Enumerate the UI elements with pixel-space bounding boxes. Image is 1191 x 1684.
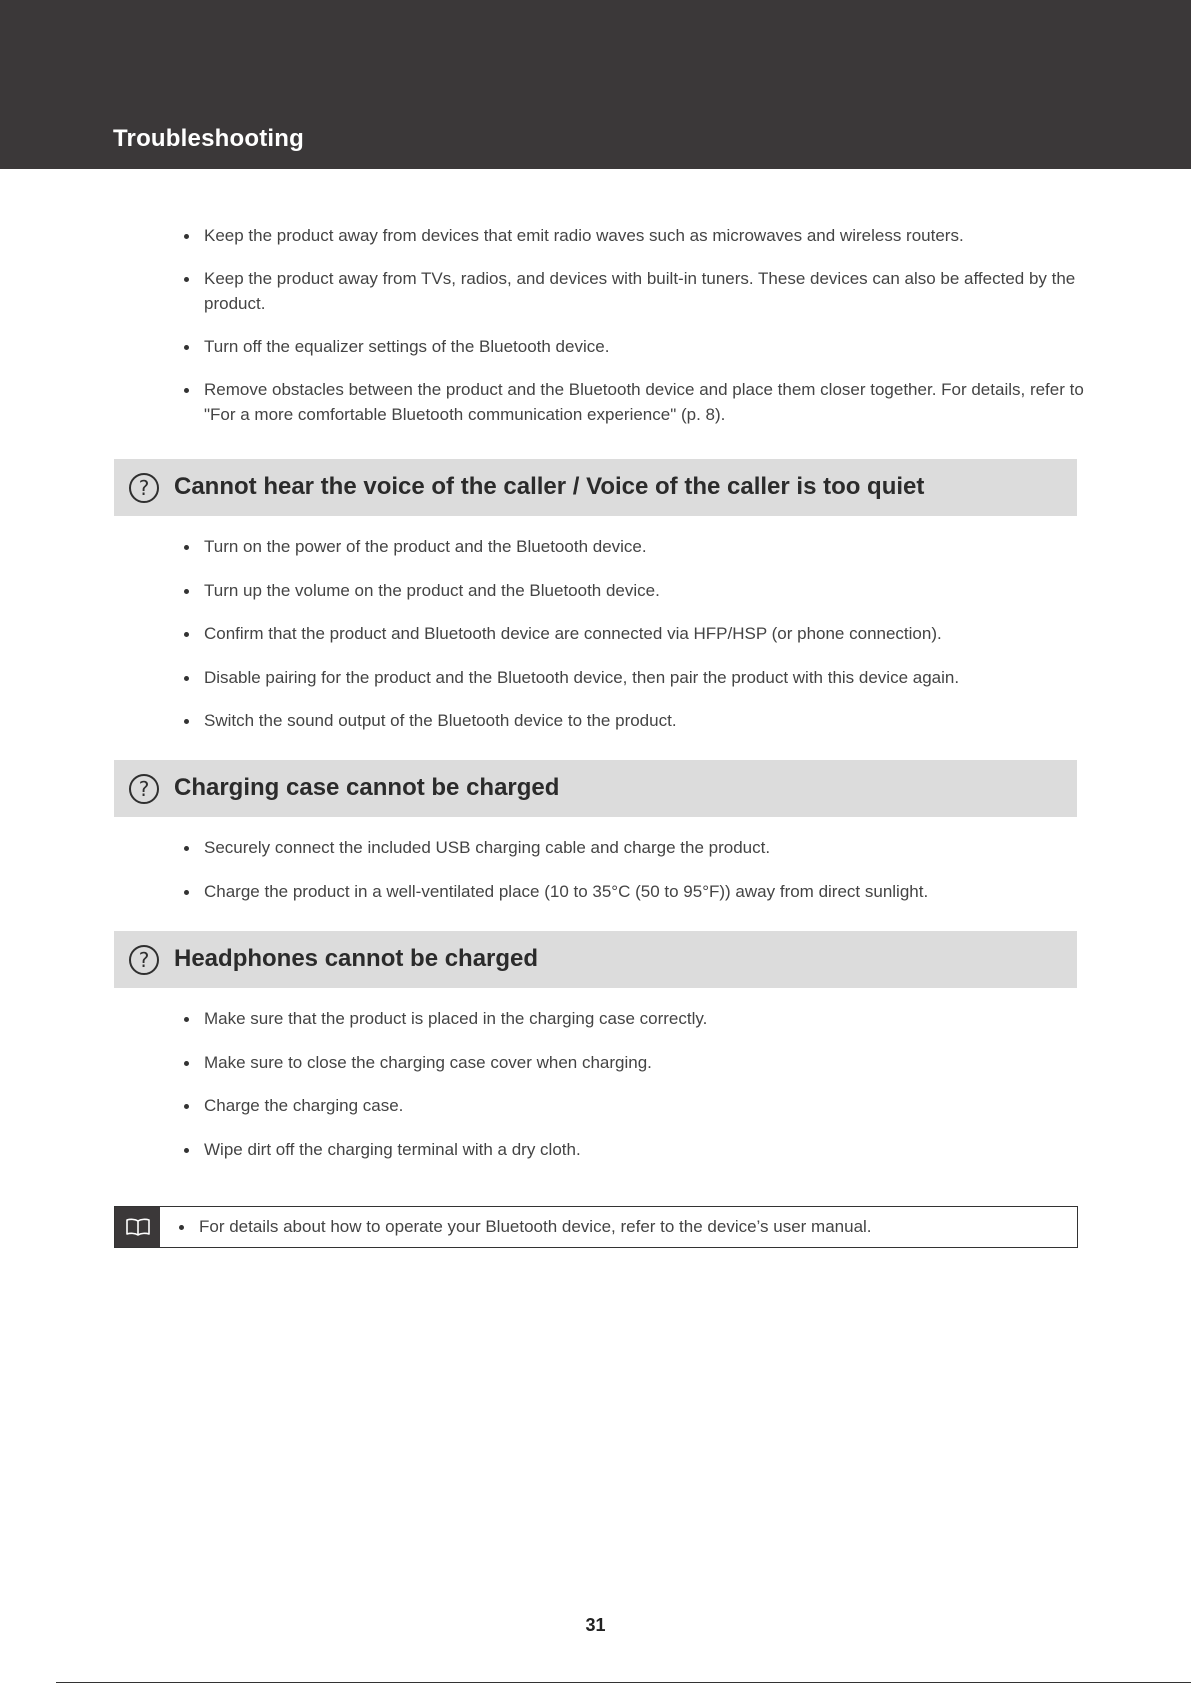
list-item: Make sure that the product is placed in the charging case correctly. — [184, 1006, 1084, 1031]
question-circle-icon: ? — [129, 774, 159, 804]
list-item: Securely connect the included USB charging cable and charge the product. — [184, 835, 1084, 860]
intro-bullet-list — [184, 223, 1084, 427]
question-circle-icon: ? — [129, 473, 159, 503]
section-title: Cannot hear the voice of the caller / Voice of the caller is too quiet — [174, 473, 925, 500]
list-item: Remove obstacles between the product and the Bluetooth device and place them closer together. For details, refer to "For a more comfortable Bluetooth communication experience" (p. 8). — [184, 377, 1084, 427]
page-header — [0, 0, 1191, 169]
list-item: Disable pairing for the product and the Bluetooth device, then pair the product with this device again. — [184, 665, 1084, 690]
section-title: Headphones cannot be charged — [174, 945, 539, 972]
list-item: Switch the sound output of the Bluetooth device to the product. — [184, 708, 1084, 733]
section-title: Charging case cannot be charged — [174, 774, 560, 801]
list-item: Keep the product away from devices that emit radio waves such as microwaves and wireless routers. — [184, 223, 1084, 248]
list-item: Turn up the volume on the product and the Bluetooth device. — [184, 578, 1084, 603]
list-item: Wipe dirt off the charging terminal with a dry cloth. — [184, 1137, 1084, 1162]
note-box — [114, 1206, 1078, 1248]
list-item: Turn off the equalizer settings of the Bluetooth device. — [184, 334, 1084, 359]
note-text: For details about how to operate your Bluetooth device, refer to the device’s user manual. — [160, 1207, 872, 1247]
question-circle-icon: ? — [129, 945, 159, 975]
charging-case-bullet-list — [184, 835, 1084, 904]
section-header-caller-voice — [114, 459, 1077, 516]
page-title: Troubleshooting — [113, 125, 304, 152]
headphones-bullet-list — [184, 1006, 1084, 1162]
section-header-charging-case — [114, 760, 1077, 817]
list-item: Charge the product in a well-ventilated place (10 to 35°C (50 to 95°F)) away from direct sunlight. — [184, 879, 1084, 904]
list-item: Make sure to close the charging case cover when charging. — [184, 1050, 1084, 1075]
section-header-headphones — [114, 931, 1077, 988]
note-icon-cell — [115, 1207, 160, 1247]
footer-divider — [56, 1682, 1191, 1683]
page-number: 31 — [585, 1615, 606, 1635]
caller-voice-bullet-list — [184, 534, 1084, 733]
list-item: Confirm that the product and Bluetooth device are connected via HFP/HSP (or phone connection). — [184, 621, 1084, 646]
book-icon — [125, 1217, 151, 1237]
list-item: Turn on the power of the product and the Bluetooth device. — [184, 534, 1084, 559]
list-item: Keep the product away from TVs, radios, and devices with built-in tuners. These devices can also be affected by the product. — [184, 266, 1084, 316]
list-item: Charge the charging case. — [184, 1093, 1084, 1118]
